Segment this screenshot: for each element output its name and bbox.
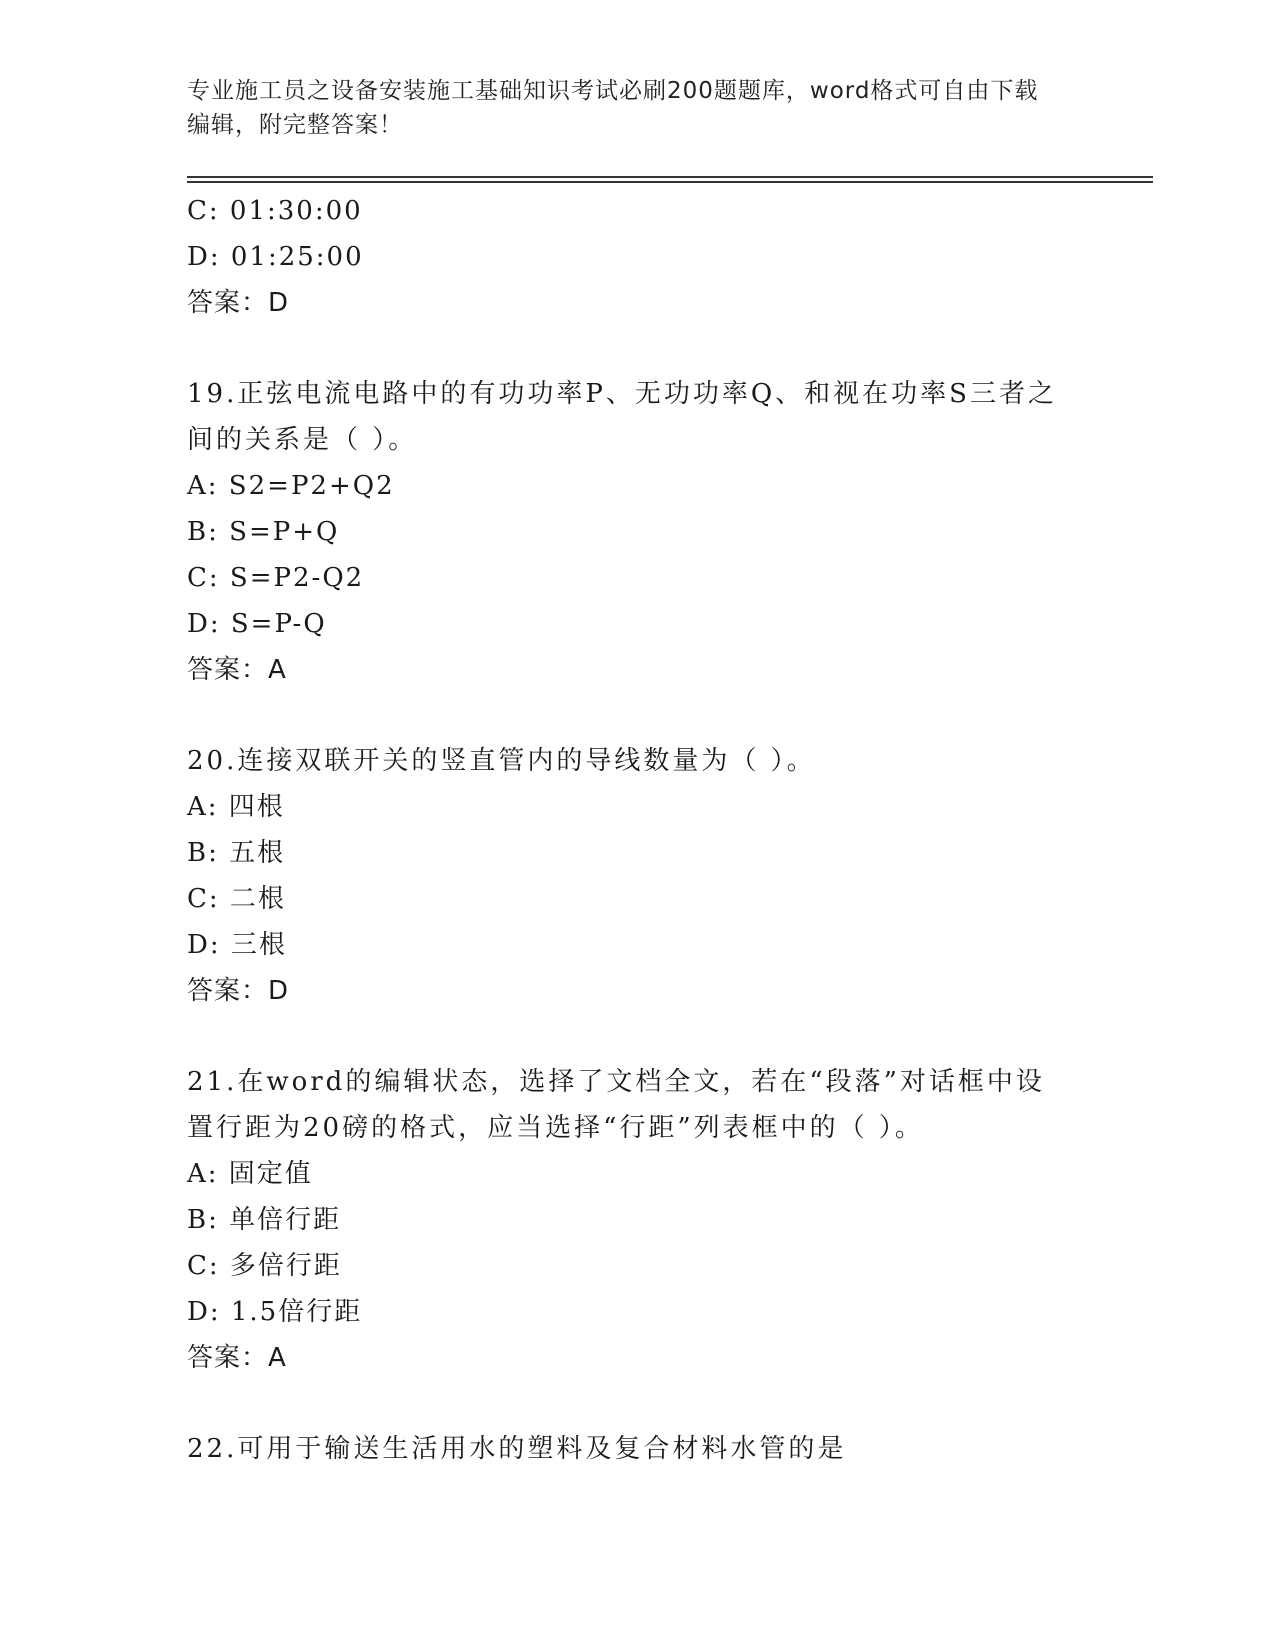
answer-line: 答案：A [187,1343,287,1373]
option-c: C: 多倍行距 [187,1251,342,1281]
question-text: 22.可用于输送生活用水的塑料及复合材料水管的是 [187,1434,847,1464]
answer-line: 答案：A [187,655,287,685]
question-text: 19.正弦电流电路中的有功功率P、无功功率Q、和视在功率S三者之 [187,379,1057,409]
option-d: D: 三根 [187,930,287,960]
option-c: C: 01:30:00 [187,196,363,226]
header-rule-bottom [187,181,1153,183]
option-b: B: S=P+Q [187,517,340,547]
question-text: 21.在word的编辑状态，选择了文档全文，若在“段落”对话框中设 [187,1067,1045,1097]
answer-line: 答案：D [187,976,290,1006]
option-c: C: 二根 [187,884,286,914]
option-b: B: 单倍行距 [187,1205,342,1235]
document-body [187,188,1087,1472]
header-line-1: 专业施工员之设备安装施工基础知识考试必刷200题题库，word格式可自由下载 [187,78,1039,104]
question-18-tail [187,188,1087,326]
option-d: D: 1.5倍行距 [187,1297,363,1327]
question-21 [187,1059,1087,1381]
question-text: 间的关系是（ ）。 [187,425,418,455]
answer-line: 答案：D [187,288,290,318]
option-d: D: 01:25:00 [187,242,364,272]
question-text: 置行距为20磅的格式，应当选择“行距”列表框中的（ ）。 [187,1113,924,1143]
option-d: D: S=P-Q [187,609,327,639]
question-19 [187,371,1087,693]
question-22 [187,1426,1087,1472]
option-a: A: S2=P2+Q2 [187,471,395,501]
option-c: C: S=P2-Q2 [187,563,365,593]
question-text: 20.连接双联开关的竖直管内的导线数量为（ ）。 [187,746,816,776]
option-a: A: 固定值 [187,1159,313,1189]
header-line-2: 编辑，附完整答案！ [187,112,403,138]
option-b: B: 五根 [187,838,286,868]
option-a: A: 四根 [187,792,285,822]
header-rule-top [187,176,1153,178]
question-20 [187,738,1087,1014]
document-header [187,74,1087,142]
